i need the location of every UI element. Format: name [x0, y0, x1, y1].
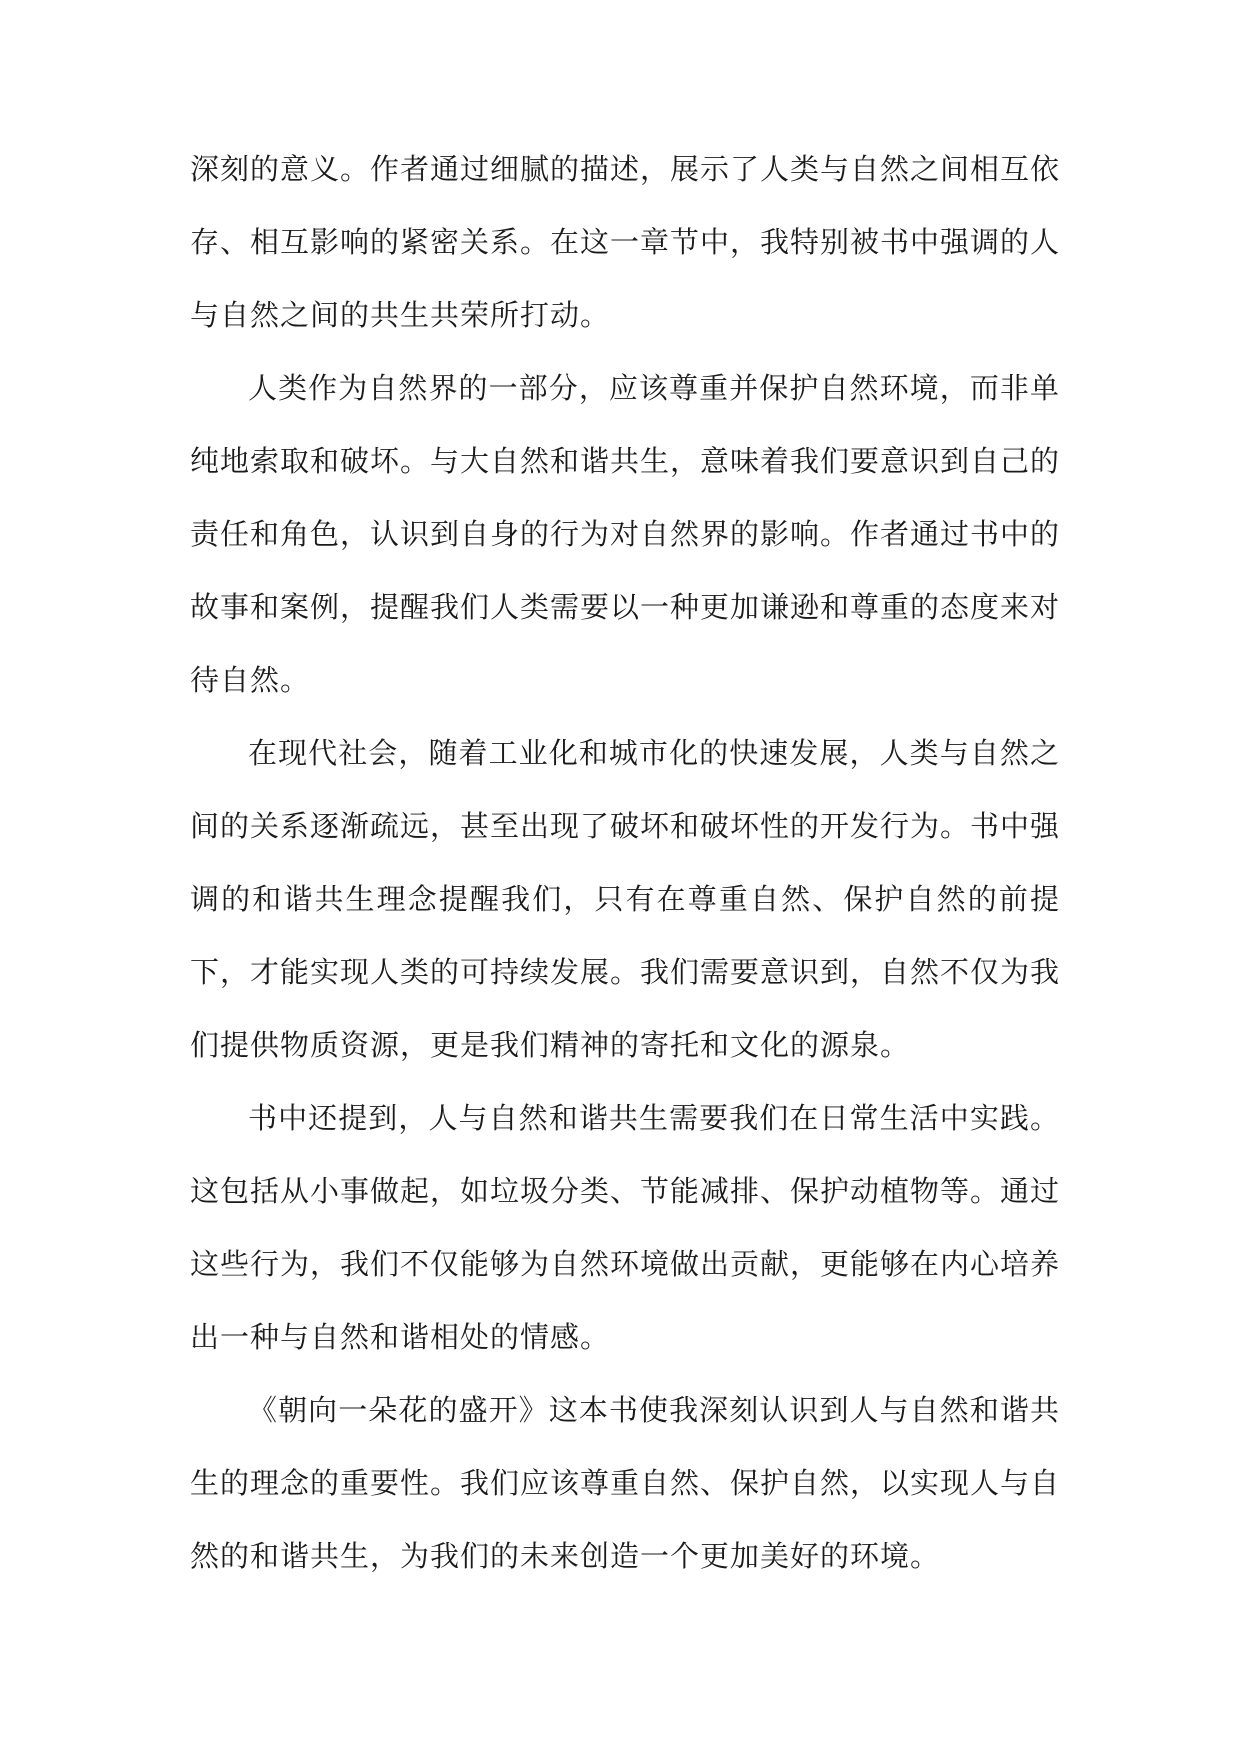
paragraph-5: 《朝向一朵花的盛开》这本书使我深刻认识到人与自然和谐共生的理念的重要性。我们应该尊重自然、保护自然，以实现人与自然的和谐共生，为我们的未来创造一个更加美好的环境。: [190, 1393, 1061, 1573]
paragraph-2: 人类作为自然界的一部分，应该尊重并保护自然环境，而非单纯地索取和破坏。与大自然和谐共生，意味着我们要意识到自己的责任和角色，认识到自身的行为对自然界的影响。作者通过书中的故事和案例，提醒我们人类需要以一种更加谦逊和尊重的态度来对待自然。: [190, 371, 1061, 697]
paragraph-3: 在现代社会，随着工业化和城市化的快速发展，人类与自然之间的关系逐渐疏远，甚至出现了破坏和破坏性的开发行为。书中强调的和谐共生理念提醒我们，只有在尊重自然、保护自然的前提下，才能实现人类的可持续发展。我们需要意识到，自然不仅为我们提供物质资源，更是我们精神的寄托和文化的源泉。: [190, 736, 1061, 1062]
document-body: [190, 133, 1060, 1593]
paragraph-1: 深刻的意义。作者通过细腻的描述，展示了人类与自然之间相互依存、相互影响的紧密关系。在这一章节中，我特别被书中强调的人与自然之间的共生共荣所打动。: [190, 152, 1061, 332]
paragraph-4: 书中还提到，人与自然和谐共生需要我们在日常生活中实践。这包括从小事做起，如垃圾分类、节能减排、保护动植物等。通过这些行为，我们不仅能够为自然环境做出贡献，更能够在内心培养出一种与自然和谐相处的情感。: [190, 1101, 1061, 1354]
